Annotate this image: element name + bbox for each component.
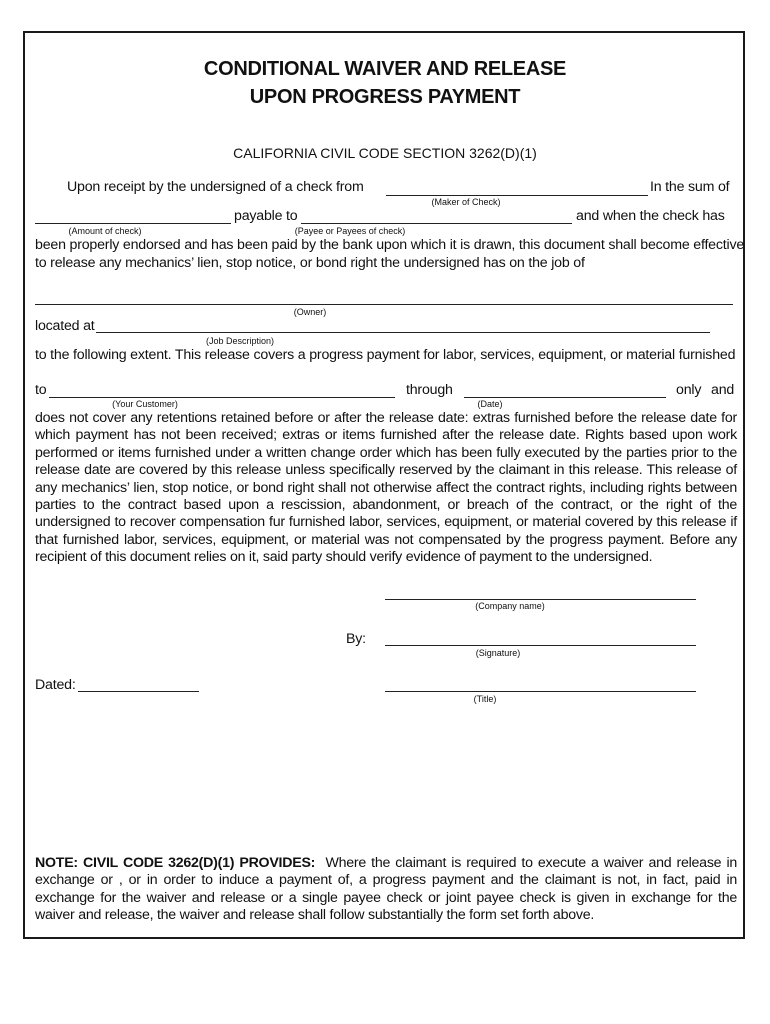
form-title-line1: CONDITIONAL WAIVER AND RELEASE	[203, 58, 567, 80]
job-location-field[interactable]	[96, 332, 710, 333]
maker-of-check-field[interactable]	[386, 195, 648, 196]
date-caption: (Date)	[477, 399, 503, 409]
only-text: only	[676, 382, 702, 398]
dated-field[interactable]	[78, 691, 199, 692]
receipt-text: Upon receipt by the undersigned of a check from	[67, 179, 364, 195]
effective-line-1: been properly endorsed and has been paid by the bank upon which it is drawn, this document shall become effective	[35, 237, 745, 253]
amount-of-check-field[interactable]	[35, 223, 231, 224]
customer-field[interactable]	[49, 397, 395, 398]
owner-field[interactable]	[35, 304, 733, 305]
effective-line-2: to release any mechanics’ lien, stop notice, or bond right the undersigned has on the job of	[35, 255, 585, 271]
through-text: through	[406, 382, 453, 398]
code-section: CALIFORNIA CIVIL CODE SECTION 3262(D)(1)	[233, 145, 537, 161]
company-caption: (Company name)	[475, 601, 545, 611]
signature-field[interactable]	[385, 645, 696, 646]
dated-label: Dated:	[35, 677, 76, 693]
payee-caption: (Payee or Payees of check)	[294, 226, 406, 236]
extent-text: to the following extent. This release covers a progress payment for labor, services, equipment, or material furnished	[35, 347, 736, 363]
job-caption: (Job Description)	[205, 336, 275, 346]
located-text: located at	[35, 318, 95, 334]
date-field[interactable]	[464, 397, 666, 398]
amount-caption: (Amount of check)	[68, 226, 142, 236]
owner-caption: (Owner)	[293, 307, 327, 317]
company-name-field[interactable]	[385, 599, 696, 600]
customer-caption: (Your Customer)	[112, 399, 178, 409]
to-text: to	[35, 382, 47, 398]
payable-text: payable to	[234, 208, 298, 224]
endorsed-text: and when the check has	[576, 208, 725, 224]
title-field[interactable]	[385, 691, 696, 692]
signature-caption: (Signature)	[475, 648, 521, 658]
title-caption: (Title)	[473, 694, 497, 704]
by-label: By:	[346, 631, 366, 647]
note-paragraph	[35, 855, 737, 925]
payee-field[interactable]	[301, 223, 572, 224]
note-text: Where the claimant is required to execute a waiver and release in exchange or , or in order to induce a payment of, a progress payment and the claimant is not, in fact, paid in exchange for the waiver and release or a single payee check or joint payee check is given in exchange for the waiver and release, the waiver and release shall follow substantially the form set forth above.	[35, 855, 738, 924]
and-text: and	[711, 382, 735, 398]
release-paragraph: does not cover any retentions retained before or after the release date: extras furnished before the release date for which payment has not been received; extras or items furnished after the release date. Rights based upon work performed or items furnished under a written change order which has been fully executed by the parties prior to the release date are covered by this release unless specifically reserved by the claimant in this release. This release of any mechanics’ lien, stop notice, or bond right shall not otherwise affect the contract rights, including rights between parties to the contract based upon a rescission, abandonment, or breach of the contract, or the right of the undersigned to recover compensation fur furnished labor, services, equipment, or material covered by this release if that furnished labor, services, equipment, or material was not compensated by the progress payment. Before any recipient of this document relies on it, said party should verify evidence of payment to the undersigned.	[35, 410, 737, 566]
note-label: NOTE: CIVIL CODE 3262(D)(1) PROVIDES:	[35, 855, 316, 871]
maker-caption: (Maker of Check)	[431, 197, 501, 207]
sum-text: In the sum of	[650, 179, 730, 195]
form-title-line2: UPON PROGRESS PAYMENT	[249, 86, 521, 108]
